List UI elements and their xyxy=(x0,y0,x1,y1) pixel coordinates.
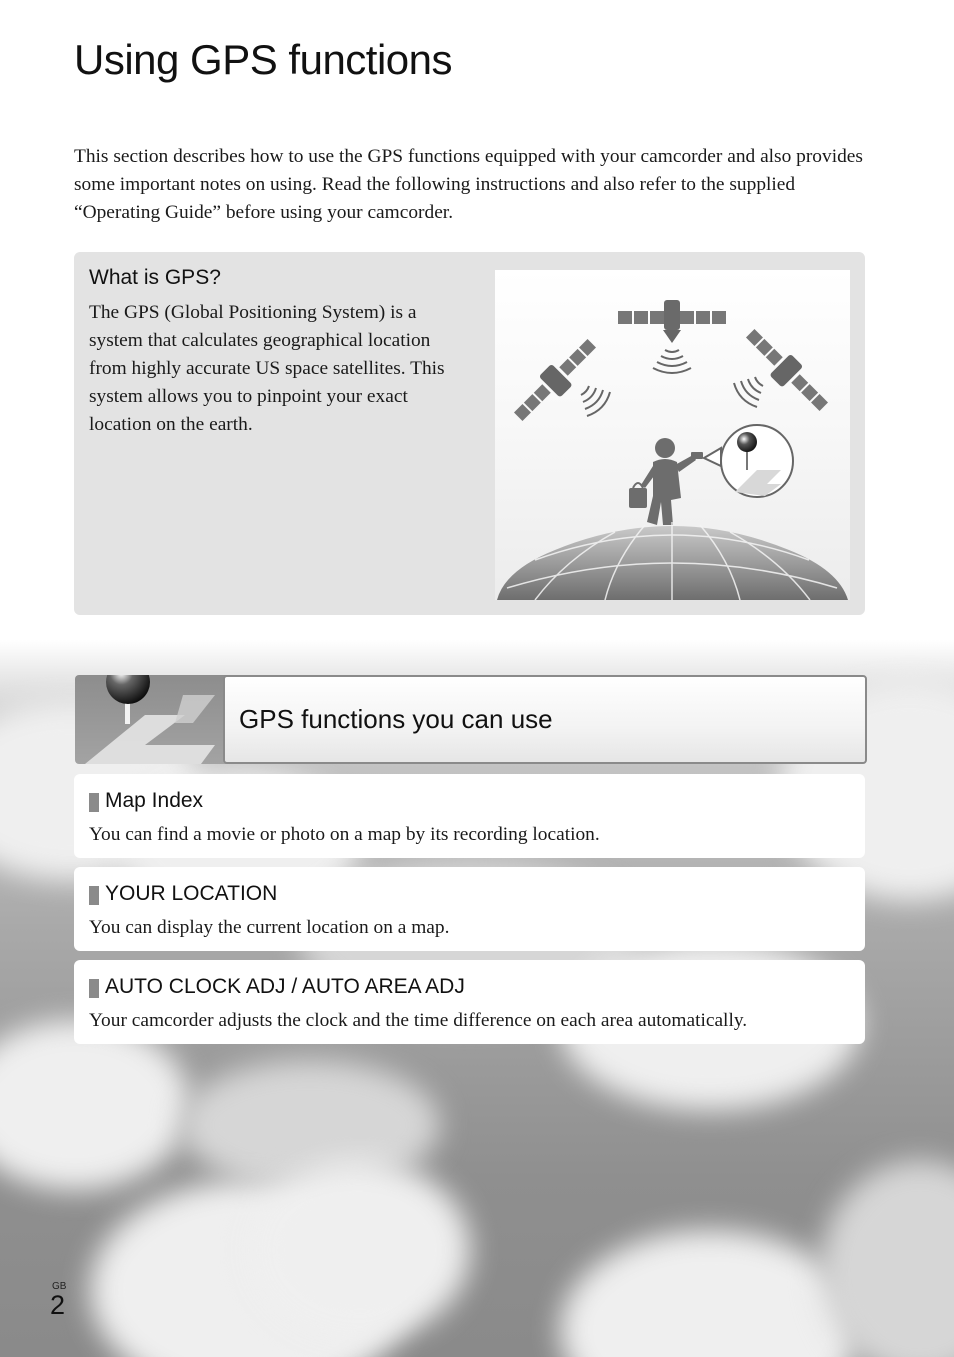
heading-marker xyxy=(89,793,99,812)
section-heading-panel xyxy=(223,675,867,764)
feature-title: Map Index xyxy=(105,789,204,812)
heading-marker xyxy=(89,979,99,998)
feature-description: Your camcorder adjusts the clock and the time difference on each area automatically. xyxy=(89,1010,748,1031)
signal-waves-icon xyxy=(734,377,763,407)
page-number: 2 xyxy=(50,1290,66,1320)
satellite-icon xyxy=(508,333,603,428)
feature-title: AUTO CLOCK ADJ / AUTO AREA ADJ xyxy=(105,975,465,998)
feature-description: You can display the current location on a map. xyxy=(89,917,450,938)
heading-marker xyxy=(89,886,99,905)
globe-icon xyxy=(497,522,848,600)
what-is-gps-body: The GPS (Global Positioning System) is a system that calculates geographical location from highly accurate US space satellites. This system allows you to pinpoint your exact location on the earth. xyxy=(89,302,445,435)
feature-card-your-location xyxy=(74,867,865,951)
satellite-icon xyxy=(618,300,726,343)
signal-waves-icon xyxy=(653,350,691,373)
signal-waves-icon xyxy=(581,386,610,416)
page-title: Using GPS functions xyxy=(74,36,453,83)
feature-card-auto-clock-adj xyxy=(74,960,865,1044)
map-pin-bubble-icon xyxy=(721,425,793,497)
region-code: GB xyxy=(52,1281,67,1292)
what-is-gps-box xyxy=(74,252,865,615)
feature-description: You can find a movie or photo on a map by its recording location. xyxy=(89,824,600,845)
section-heading: GPS functions you can use xyxy=(239,704,553,734)
page-number-block xyxy=(50,1281,66,1319)
section-banner xyxy=(75,675,865,764)
feature-title: YOUR LOCATION xyxy=(105,882,278,905)
satellite-icon xyxy=(739,323,834,418)
map-pin-icon xyxy=(75,675,227,764)
what-is-gps-heading: What is GPS? xyxy=(89,266,221,289)
intro-paragraph: This section describes how to use the GPS functions equipped with your camcorder and also provides some important notes on using. Read the following instructions and also refer to the supplied “Operating Guide” before using your camcorder. xyxy=(74,146,863,223)
gps-satellite-illustration xyxy=(495,270,850,600)
feature-card-map-index xyxy=(74,774,865,858)
person-icon xyxy=(629,438,703,525)
